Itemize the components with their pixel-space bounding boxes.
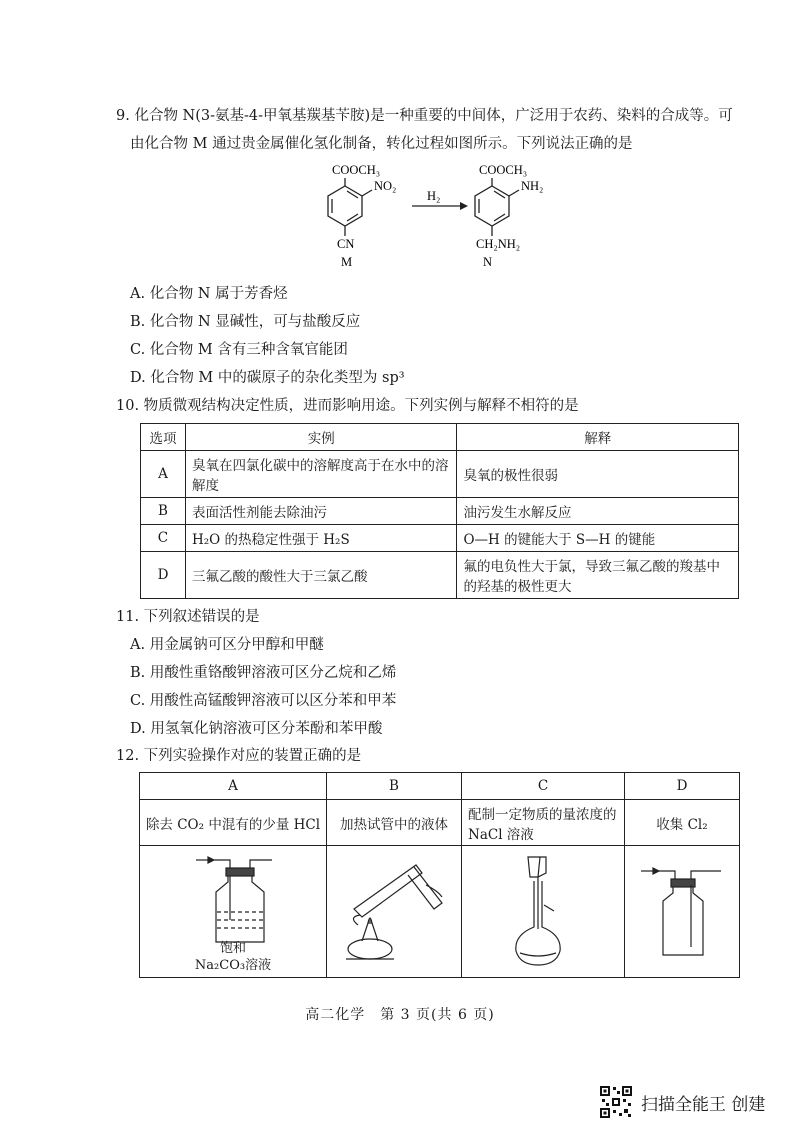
m-name: M xyxy=(341,255,353,269)
qr-code-icon xyxy=(599,1085,633,1119)
q10-row-option: B xyxy=(141,498,186,525)
n-side-group: NH₂ xyxy=(521,179,544,193)
q9-option-d: D. 化合物 M 中的碳原子的杂化类型为 sp³ xyxy=(130,370,405,386)
q10-header-explain: 解释 xyxy=(457,424,739,451)
m-top-group: COOCH₃ xyxy=(332,163,381,177)
q10-row-explain: 氟的电负性大于氯，导致三氟乙酸的羧基中的羟基的极性更大 xyxy=(457,552,739,599)
gas-washing-bottle-icon xyxy=(144,850,324,946)
table-row xyxy=(141,552,739,599)
q10-row-explain: 油污发生水解反应 xyxy=(457,498,739,525)
q9-option-c: C. 化合物 M 含有三种含氧官能团 xyxy=(130,342,348,358)
q9-stem-line1: 9. 化合物 N(3-氨基-4-甲氧基羰基苄胺)是一种重要的中间体，广泛用于农药、染料的合成等。可 xyxy=(116,108,733,124)
q10-stem: 10. 物质微观结构决定性质，进而影响用途。下列实例与解释不相符的是 xyxy=(116,398,579,414)
reagent-label: H₂ xyxy=(427,189,441,203)
q12-stem: 12. 下列实验操作对应的装置正确的是 xyxy=(116,748,362,764)
q11-option-b: B. 用酸性重铬酸钾溶液可区分乙烷和乙烯 xyxy=(130,665,397,681)
q11-option-a: A. 用金属钠可区分甲醇和甲醚 xyxy=(130,637,324,653)
q9-option-a: A. 化合物 N 属于芳香烃 xyxy=(130,286,288,302)
m-bottom-group: CN xyxy=(337,237,355,251)
q12-desc-row xyxy=(140,800,740,846)
q12-desc-c: 配制一定物质的量浓度的 NaCl 溶液 xyxy=(462,800,625,846)
n-top-group: COOCH₃ xyxy=(479,163,528,177)
q9-option-b: B. 化合物 N 显碱性，可与盐酸反应 xyxy=(130,314,361,330)
table-row xyxy=(141,498,739,525)
volumetric-flask-icon xyxy=(498,851,588,969)
q12-desc-b: 加热试管中的液体 xyxy=(327,800,462,846)
q12-letter-c: C xyxy=(462,773,625,800)
n-name: N xyxy=(483,255,493,269)
q12-letter-d: D xyxy=(625,773,740,800)
q12-desc-d: 收集 Cl₂ xyxy=(625,800,740,846)
q10-row-option: D xyxy=(141,552,186,599)
table-row xyxy=(141,451,739,498)
q11-stem: 11. 下列叙述错误的是 xyxy=(116,609,260,625)
q10-row-option: C xyxy=(141,525,186,552)
q9-stem-line2: 由化合物 M 通过贵金属催化氢化制备，转化过程如图所示。下列说法正确的是 xyxy=(130,136,633,152)
reaction-scheme xyxy=(300,158,580,270)
q12-apparatus-d xyxy=(625,846,740,978)
molecule-n-structure xyxy=(475,178,519,236)
q12-desc-a: 除去 CO₂ 中混有的少量 HCl xyxy=(140,800,327,846)
q10-row-example: 表面活性剂能去除油污 xyxy=(185,498,457,525)
watermark-text: 扫描全能王 创建 xyxy=(641,1095,766,1115)
q10-row-option: A xyxy=(141,451,186,498)
q10-header-row xyxy=(141,424,739,451)
q12-letter-row xyxy=(140,773,740,800)
q11-option-c: C. 用酸性高锰酸钾溶液可以区分苯和甲苯 xyxy=(130,693,397,709)
table-row xyxy=(141,525,739,552)
m-side-group: NO₂ xyxy=(374,179,397,193)
q11-option-d: D. 用氢氧化钠溶液可区分苯酚和苯甲酸 xyxy=(130,721,383,737)
heating-test-tube-icon xyxy=(334,851,454,969)
q12-letter-a: A xyxy=(140,773,327,800)
q10-table xyxy=(140,423,739,599)
n-bottom-group: CH₂NH₂ xyxy=(476,237,521,251)
q10-row-example: 臭氧在四氯化碳中的溶解度高于在水中的溶解度 xyxy=(185,451,457,498)
q12-table xyxy=(139,772,740,978)
q12-letter-b: B xyxy=(327,773,462,800)
page-footer: 高二化学 第 3 页(共 6 页) xyxy=(305,1007,495,1023)
q10-row-example: 三氟乙酸的酸性大于三氯乙酸 xyxy=(185,552,457,599)
gas-collection-bottle-icon xyxy=(629,851,739,969)
q12-a-label-line1: 饱和 xyxy=(219,941,246,956)
q12-a-label-line2: Na₂CO₃溶液 xyxy=(194,958,272,973)
q10-row-explain: 臭氧的极性很弱 xyxy=(457,451,739,498)
q12-image-row xyxy=(140,846,740,978)
q10-row-explain: O—H 的键能大于 S—H 的键能 xyxy=(457,525,739,552)
q10-row-example: H₂O 的热稳定性强于 H₂S xyxy=(185,525,457,552)
q10-header-option: 选项 xyxy=(141,424,186,451)
molecule-m-structure xyxy=(328,178,372,236)
q12-apparatus-a xyxy=(140,846,327,978)
q12-apparatus-b xyxy=(327,846,462,978)
q12-apparatus-c xyxy=(462,846,625,978)
q10-header-example: 实例 xyxy=(185,424,457,451)
